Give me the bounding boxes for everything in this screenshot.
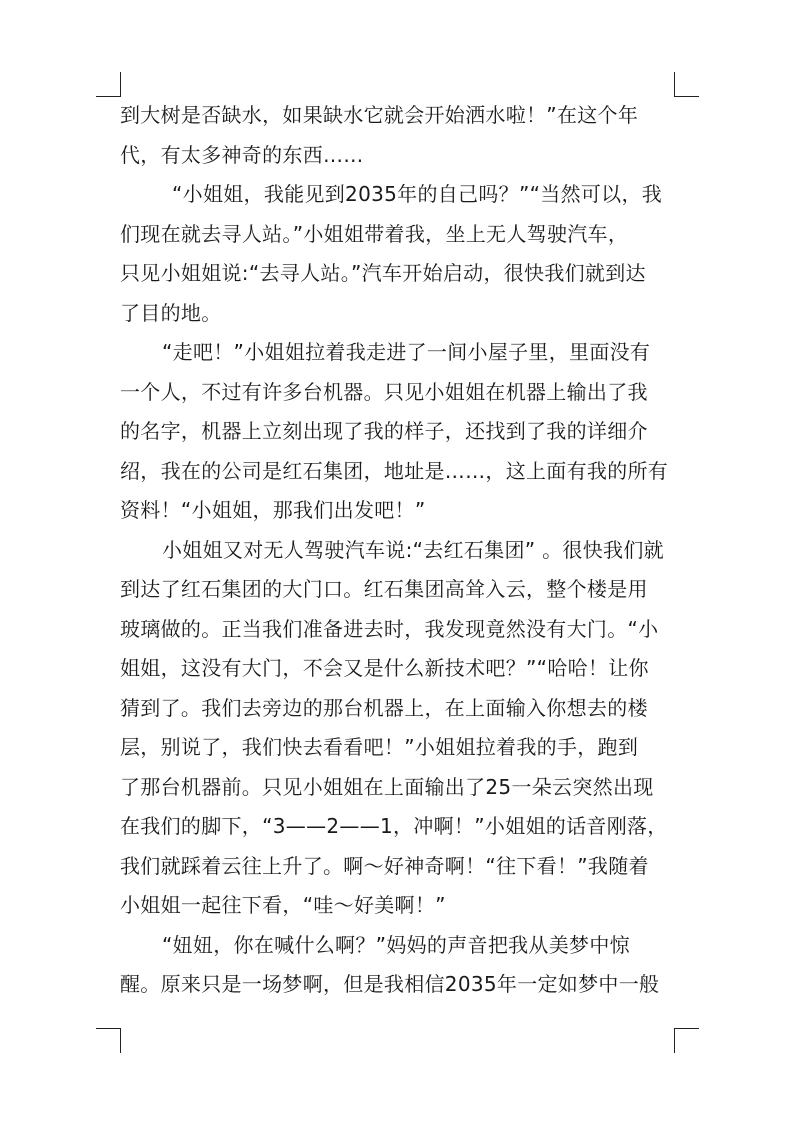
text-line: 姐姐，这没有大门，不会又是什么新技术吧？”“哈哈！让你 [120,656,649,680]
corner-mark-top-left [96,72,121,97]
text-line: 我们就踩着云往上升了。啊～好神奇啊！“往下看！”我随着 [120,853,649,878]
corner-mark-bottom-right [674,1028,699,1053]
paragraph-start-line: “小姐姐，我能见到2035年的自己吗？”“当然可以，我 [172,182,663,206]
paragraph-start-line: “妞妞，你在喊什么啊？”妈妈的声音把我从美梦中惊 [162,932,630,957]
corner-mark-top-right [674,72,699,97]
text-line: 只见小姐姐说:“去寻人站。”汽车开始启动，很快我们就到达 [120,261,646,285]
text-line: 了目的地。 [120,300,222,325]
text-line: 醒。原来只是一场梦啊，但是我相信2035年一定如梦中一般 [120,972,660,996]
text-line: 猜到了。我们去旁边的那台机器上，在上面输入你想去的楼 [120,695,648,720]
corner-mark-bottom-left [96,1028,121,1053]
text-line: 玻璃做的。正当我们准备进去时，我发现竟然没有大门。“小 [120,616,659,641]
text-line: 到大树是否缺水，如果缺水它就会开始洒水啦！”在这个年 [120,103,639,127]
document-body [120,96,680,1005]
text-line: 资料！“小姐姐，那我们出发吧！” [120,498,426,522]
text-line: 绍，我在的公司是红石集团，地址是……，这上面有我的所有 [120,458,669,483]
text-line: 小姐姐一起往下看，“哇～好美啊！” [120,893,446,917]
text-line: 层，别说了，我们快去看看吧！”小姐姐拉着我的手，跑到 [120,735,639,759]
paragraph-start-line: “走吧！”小姐姐拉着我走进了一间小屋子里，里面没有 [162,340,651,364]
paragraph-start-line: 小姐姐又对无人驾驶汽车说:“去红石集团” 。很快我们就 [162,537,664,562]
text-line: 到达了红石集团的大门口。红石集团高耸入云，整个楼是用 [120,577,648,601]
text-line: 一个人，不过有许多台机器。只见小姐姐在机器上输出了我 [120,379,648,404]
text-line: 的名字，机器上立刻出现了我的样子，还找到了我的详细介 [120,419,648,443]
text-line: 代，有太多神奇的东西…… [120,142,364,167]
text-line: 在我们的脚下，“3——2——1，冲啊！”小姐姐的话音刚落， [120,814,668,838]
text-line: 了那台机器前。只见小姐姐在上面输出了25一朵云突然出现 [120,774,654,799]
text-line: 们现在就去寻人站。”小姐姐带着我，坐上无人驾驶汽车， [120,221,629,246]
